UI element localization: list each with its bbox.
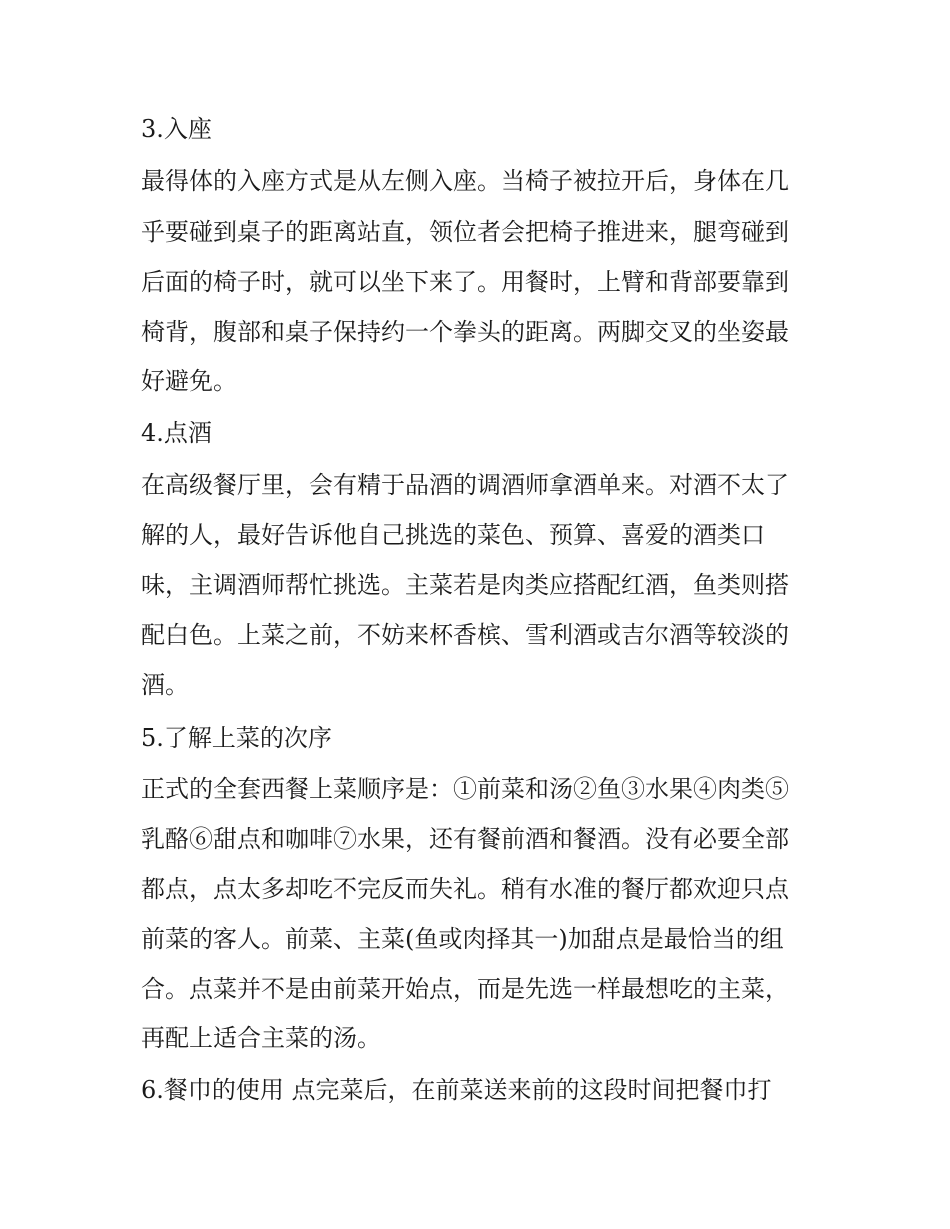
paragraph-line: 好避免。 <box>141 367 237 395</box>
heading-5-serving-order: 5.了解上菜的次序 <box>141 724 332 752</box>
paragraph-line: 最得体的入座方式是从左侧入座。当椅子被拉开后，身体在几 <box>141 167 789 195</box>
paragraph-line: 酒。 <box>141 671 189 699</box>
paragraph-line: 在高级餐厅里，会有精于品酒的调酒师拿酒单来。对酒不太了 <box>141 471 789 499</box>
paragraph-line: 味，主调酒师帮忙挑选。主菜若是肉类应搭配红酒，鱼类则搭 <box>141 571 789 599</box>
heading-4-wine: 4.点酒 <box>141 419 212 447</box>
heading-6-napkin: 6.餐巾的使用 点完菜后，在前菜送来前的这段时间把餐巾打 <box>141 1076 772 1104</box>
paragraph-line: 解的人，最好告诉他自己挑选的菜色、预算、喜爱的酒类口 <box>141 521 765 549</box>
paragraph-line: 后面的椅子时，就可以坐下来了。用餐时，上臂和背部要靠到 <box>141 268 789 296</box>
paragraph-line: 配白色。上菜之前，不妨来杯香槟、雪利酒或吉尔酒等较淡的 <box>141 621 789 649</box>
paragraph-line: 前菜的客人。前菜、主菜(鱼或肉择其一)加甜点是最恰当的组 <box>141 925 784 953</box>
heading-3-seating: 3.入座 <box>141 115 212 143</box>
paragraph-line: 合。点菜并不是由前菜开始点，而是先选一样最想吃的主菜， <box>141 975 789 1003</box>
paragraph-line: 椅背，腹部和桌子保持约一个拳头的距离。两脚交叉的坐姿最 <box>141 318 789 346</box>
paragraph-line: 乳酪⑥甜点和咖啡⑦水果，还有餐前酒和餐酒。没有必要全部 <box>141 825 789 853</box>
paragraph-line: 都点，点太多却吃不完反而失礼。稍有水准的餐厅都欢迎只点 <box>141 875 789 903</box>
paragraph-line: 再配上适合主菜的汤。 <box>141 1024 381 1052</box>
paragraph-line: 正式的全套西餐上菜顺序是：①前菜和汤②鱼③水果④肉类⑤ <box>141 775 789 803</box>
paragraph-line: 乎要碰到桌子的距离站直，领位者会把椅子推进来，腿弯碰到 <box>141 218 789 246</box>
